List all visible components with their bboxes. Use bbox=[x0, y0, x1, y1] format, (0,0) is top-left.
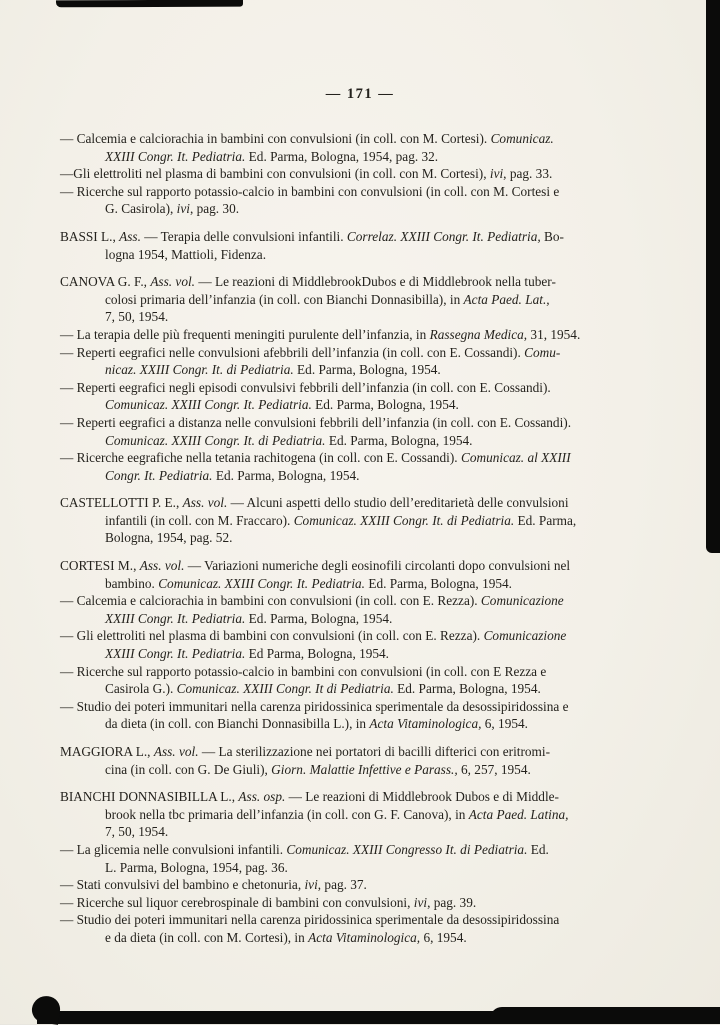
italic-text-segment: Comunicaz. XXIII Congr. It di Pediatria. bbox=[176, 681, 394, 697]
entry-line bbox=[60, 326, 670, 344]
entry-line bbox=[60, 592, 670, 610]
entry-line bbox=[60, 200, 670, 218]
italic-text-segment: XXIII Congr. It. Pediatria. bbox=[105, 646, 246, 662]
italic-text-segment: Ass. bbox=[119, 228, 141, 244]
text-segment: — Reperti eegrafici negli episodi convulsivi febbrili dell’infanzia (in coll. con E. Cossandi). bbox=[60, 379, 551, 395]
italic-text-segment: Correlaz. XXIII Congr. It. Pediatria, bbox=[346, 228, 541, 244]
entry-line bbox=[60, 344, 670, 362]
text-segment: — Ricerche sul rapporto potassio-calcio in bambini con convulsioni (in coll. con E Rezza e bbox=[60, 663, 547, 679]
text-segment: — Ricerche sul rapporto potassio-calcio in bambini con convulsioni (in coll. con M. Cortesi e bbox=[60, 183, 560, 199]
text-segment: — Ricerche sul liquor cerebrospinale di bambini con convulsioni, bbox=[60, 894, 414, 910]
scan-artifact-bottom-right-edge bbox=[490, 1007, 720, 1024]
entry-line bbox=[60, 715, 670, 733]
entry-line bbox=[60, 911, 670, 929]
entry-line bbox=[60, 627, 670, 645]
entry-line bbox=[60, 183, 670, 201]
text-segment: Ed. Parma, bbox=[514, 512, 577, 528]
bibliography-entry bbox=[60, 743, 670, 778]
entry-line bbox=[60, 130, 670, 148]
entry-line bbox=[60, 788, 670, 806]
entry-line bbox=[60, 273, 670, 291]
text-segment: e da dieta (in coll. con M. Cortesi), in bbox=[105, 929, 309, 945]
entry-line bbox=[60, 529, 670, 547]
entry-line bbox=[60, 823, 670, 841]
text-segment: — Le reazioni di Middlebrook Dubos e di Middle- bbox=[285, 789, 559, 805]
bibliography-entry bbox=[60, 841, 670, 876]
entry-line bbox=[60, 698, 670, 716]
text-segment: — Ricerche eegrafiche nella tetania rachitogena (in coll. con E. Cossandi). bbox=[60, 450, 461, 466]
text-segment: BIANCHI DONNASIBILLA L., bbox=[60, 789, 239, 805]
text-segment: Ed. Parma, Bologna, 1954. bbox=[245, 610, 393, 626]
text-segment: Ed. Parma, Bologna, 1954. bbox=[293, 362, 441, 378]
entry-line bbox=[60, 165, 670, 183]
text-segment: bambino. bbox=[105, 575, 159, 591]
page-number: — 171 — bbox=[325, 86, 395, 102]
scan-artifact-right-edge bbox=[706, 0, 720, 553]
italic-text-segment: Comunicaz. XXIII Congr. It. di Pediatria. bbox=[293, 512, 515, 528]
text-segment: CASTELLOTTI P. E., bbox=[60, 495, 183, 511]
entry-line bbox=[60, 449, 670, 467]
text-segment: Ed. Parma, Bologna, 1954. bbox=[365, 575, 513, 591]
entry-line bbox=[60, 467, 670, 485]
entry-line bbox=[60, 148, 670, 166]
text-segment: Ed. bbox=[527, 841, 549, 857]
entry-line bbox=[60, 361, 670, 379]
text-segment: — Calcemia e calciorachia in bambini con convulsioni (in coll. con M. Cortesi). bbox=[60, 131, 491, 146]
text-segment: Ed. Parma, Bologna, 1954. bbox=[311, 397, 459, 413]
bibliography-entry bbox=[60, 894, 670, 912]
bibliography-entry bbox=[60, 788, 670, 841]
text-segment: L. Parma, Bologna, 1954, pag. 36. bbox=[105, 859, 288, 875]
text-segment: Ed. Parma, Bologna, 1954. bbox=[393, 681, 541, 697]
italic-text-segment: Comunicaz. bbox=[490, 131, 554, 146]
entry-line bbox=[60, 291, 670, 309]
entry-line bbox=[60, 841, 670, 859]
entry-line bbox=[60, 557, 670, 575]
text-segment: — Reperti eegrafici nelle convulsioni afebbrili dell’infanzia (in coll. con E. Cossandi). bbox=[60, 344, 525, 360]
entry-line bbox=[60, 743, 670, 761]
text-segment: , pag. 33. bbox=[503, 166, 553, 182]
italic-text-segment: ivi bbox=[304, 877, 318, 893]
bibliography-entry bbox=[60, 414, 670, 449]
text-segment: cina (in coll. con G. De Giuli), bbox=[105, 761, 272, 777]
text-segment: — Stati convulsivi del bambino e chetonuria, bbox=[60, 877, 305, 893]
entry-line bbox=[60, 645, 670, 663]
entry-line bbox=[60, 894, 670, 912]
text-segment: — Studio dei poteri immunitari nella carenza piridossinica sperimentale da desossipiridossina e bbox=[60, 698, 569, 714]
text-segment: — La terapia delle più frequenti meningiti purulente dell’infanzia, in bbox=[60, 326, 430, 342]
text-segment: Ed. Parma, Bologna, 1954, pag. 32. bbox=[245, 148, 439, 164]
text-segment: — Alcuni aspetti dello studio dell’ereditarietà delle convulsioni bbox=[227, 495, 569, 511]
italic-text-segment: Comunicaz. XXIII Congr. It. Pediatria. bbox=[158, 575, 366, 591]
text-segment: Ed. Parma, Bologna, 1954. bbox=[325, 432, 473, 448]
entry-line bbox=[60, 414, 670, 432]
bibliography-entry bbox=[60, 557, 670, 592]
scan-artifact-top-edge bbox=[56, 0, 243, 7]
text-segment: 6, 1954. bbox=[481, 716, 528, 732]
text-segment: —Gli elettroliti nel plasma di bambini con convulsioni (in coll. con M. Cortesi), bbox=[60, 166, 490, 182]
text-segment: — La glicemia nelle convulsioni infantili. bbox=[60, 841, 287, 857]
text-segment: BASSI L., bbox=[60, 228, 120, 244]
bibliography-entry bbox=[60, 379, 670, 414]
italic-text-segment: Comunicaz. XXIII Congresso It. di Pediatria. bbox=[286, 841, 528, 857]
text-segment: Casirola G.). bbox=[105, 681, 177, 697]
text-segment: , 31, 1954. bbox=[523, 326, 581, 342]
italic-text-segment: Ass. osp. bbox=[238, 789, 286, 805]
bibliography-entry bbox=[60, 627, 670, 662]
italic-text-segment: Acta Vitaminologica, bbox=[308, 929, 421, 945]
italic-text-segment: Rassegna Medica bbox=[429, 326, 524, 342]
text-segment: logna 1954, Mattioli, Fidenza. bbox=[105, 246, 267, 262]
entry-line bbox=[60, 859, 670, 877]
entry-line bbox=[60, 432, 670, 450]
text-segment: 7, 50, 1954. bbox=[105, 309, 169, 325]
text-segment: Bo- bbox=[540, 228, 564, 244]
italic-text-segment: Comunicazione bbox=[480, 593, 564, 609]
entry-line bbox=[60, 246, 670, 264]
entry-line bbox=[60, 494, 670, 512]
bibliography-entry bbox=[60, 663, 670, 698]
text-segment: — Studio dei poteri immunitari nella carenza piridossinica sperimentale da desossipiridossina bbox=[60, 912, 560, 928]
text-segment: CANOVA G. F., bbox=[60, 274, 151, 290]
bibliography-entry bbox=[60, 344, 670, 379]
text-segment: 6, 257, 1954. bbox=[457, 761, 531, 777]
bibliography-entry bbox=[60, 165, 670, 183]
text-segment: 7, 50, 1954. bbox=[105, 824, 169, 840]
bibliography-entry bbox=[60, 183, 670, 218]
entry-line bbox=[60, 379, 670, 397]
text-segment: infantili (in coll. con M. Fraccaro). bbox=[105, 512, 294, 528]
text-segment: — La sterilizzazione nei portatori di bacilli difterici con eritromi- bbox=[198, 744, 551, 759]
bibliography-entry bbox=[60, 494, 670, 547]
entry-line bbox=[60, 575, 670, 593]
entry-line bbox=[60, 761, 670, 779]
italic-text-segment: Comu- bbox=[524, 344, 561, 360]
italic-text-segment: nicaz. XXIII Congr. It. di Pediatria. bbox=[105, 362, 294, 378]
bibliography-entry bbox=[60, 698, 670, 733]
text-segment: da dieta (in coll. con Bianchi Donnasibilla L.), in bbox=[105, 716, 370, 732]
italic-text-segment: Ass. vol. bbox=[139, 558, 185, 574]
italic-text-segment: Giorn. Malattie Infettive e Parass., bbox=[271, 761, 458, 777]
italic-text-segment: Acta Paed. Latina, bbox=[468, 806, 569, 822]
text-segment: — Gli elettroliti nel plasma di bambini con convulsioni (in coll. con E. Rezza). bbox=[60, 628, 484, 644]
bibliography-entry bbox=[60, 449, 670, 484]
text-segment: MAGGIORA L., bbox=[60, 744, 154, 759]
italic-text-segment: Comunicaz. XXIII Congr. It. di Pediatria. bbox=[105, 432, 326, 448]
text-segment: — Le reazioni di MiddlebrookDubos e di Middlebrook nella tuber- bbox=[195, 274, 556, 290]
bibliography-entry bbox=[60, 876, 670, 894]
entry-line bbox=[60, 680, 670, 698]
scan-artifact-corner-blob bbox=[30, 994, 61, 1025]
italic-text-segment: Acta Vitaminologica, bbox=[369, 716, 482, 732]
entry-line bbox=[60, 228, 670, 246]
italic-text-segment: XXIII Congr. It. Pediatria. bbox=[105, 610, 246, 626]
italic-text-segment: Congr. It. Pediatria. bbox=[105, 467, 213, 483]
italic-text-segment: Ass. vol. bbox=[153, 744, 199, 759]
text-segment: — Reperti eegrafici a distanza nelle convulsioni febbrili dell’infanzia (in coll. con E. Cossandi). bbox=[60, 414, 572, 430]
text-segment: , pag. 30. bbox=[189, 201, 240, 217]
text-segment: , pag. 37. bbox=[317, 877, 367, 893]
bibliography-entry bbox=[60, 273, 670, 326]
entry-line bbox=[60, 806, 670, 824]
entry-line bbox=[60, 610, 670, 628]
text-segment: CORTESI M., bbox=[60, 558, 140, 574]
entry-line bbox=[60, 396, 670, 414]
text-segment: — Calcemia e calciorachia in bambini con convulsioni (in coll. con E. Rezza). bbox=[60, 593, 481, 609]
bibliography-entry bbox=[60, 130, 670, 165]
italic-text-segment: ivi bbox=[489, 166, 504, 182]
text-segment: Ed. Parma, Bologna, 1954. bbox=[212, 467, 360, 483]
entry-line bbox=[60, 876, 670, 894]
italic-text-segment: ivi bbox=[176, 201, 190, 217]
italic-text-segment: ivi bbox=[413, 894, 428, 910]
text-segment: G. Casirola), bbox=[105, 201, 177, 217]
text-segment: , pag. 39. bbox=[427, 894, 477, 910]
bibliography-entry bbox=[60, 592, 670, 627]
italic-text-segment: Acta Paed. Lat., bbox=[463, 291, 550, 307]
bibliography-entry bbox=[60, 228, 670, 263]
italic-text-segment: Ass. vol. bbox=[182, 495, 228, 511]
bibliography-entry bbox=[60, 326, 670, 344]
entry-line bbox=[60, 929, 670, 947]
text-segment: Bologna, 1954, pag. 52. bbox=[105, 530, 233, 546]
italic-text-segment: Comunicaz. XXIII Congr. It. Pediatria. bbox=[105, 397, 312, 413]
entry-line bbox=[60, 308, 670, 326]
entry-line bbox=[60, 512, 670, 530]
italic-text-segment: XXIII Congr. It. Pediatria. bbox=[105, 148, 246, 164]
bibliography-list bbox=[60, 130, 670, 947]
italic-text-segment: Ass. vol. bbox=[150, 274, 196, 290]
text-segment: — Variazioni numeriche degli eosinofili circolanti dopo convulsioni nel bbox=[184, 558, 571, 574]
entry-line bbox=[60, 663, 670, 681]
italic-text-segment: Comunicaz. al XXIII bbox=[460, 450, 571, 466]
text-segment: 6, 1954. bbox=[420, 929, 467, 945]
italic-text-segment: Comunicazione bbox=[483, 628, 567, 644]
text-segment: Ed Parma, Bologna, 1954. bbox=[245, 646, 390, 662]
text-segment: colosi primaria dell’infanzia (in coll. con Bianchi Donnasibilla), in bbox=[105, 291, 464, 307]
text-segment: — Terapia delle convulsioni infantili. bbox=[140, 228, 347, 244]
text-segment: brook nella tbc primaria dell’infanzia (in coll. con G. F. Canova), in bbox=[105, 806, 469, 822]
bibliography-entry bbox=[60, 911, 670, 946]
